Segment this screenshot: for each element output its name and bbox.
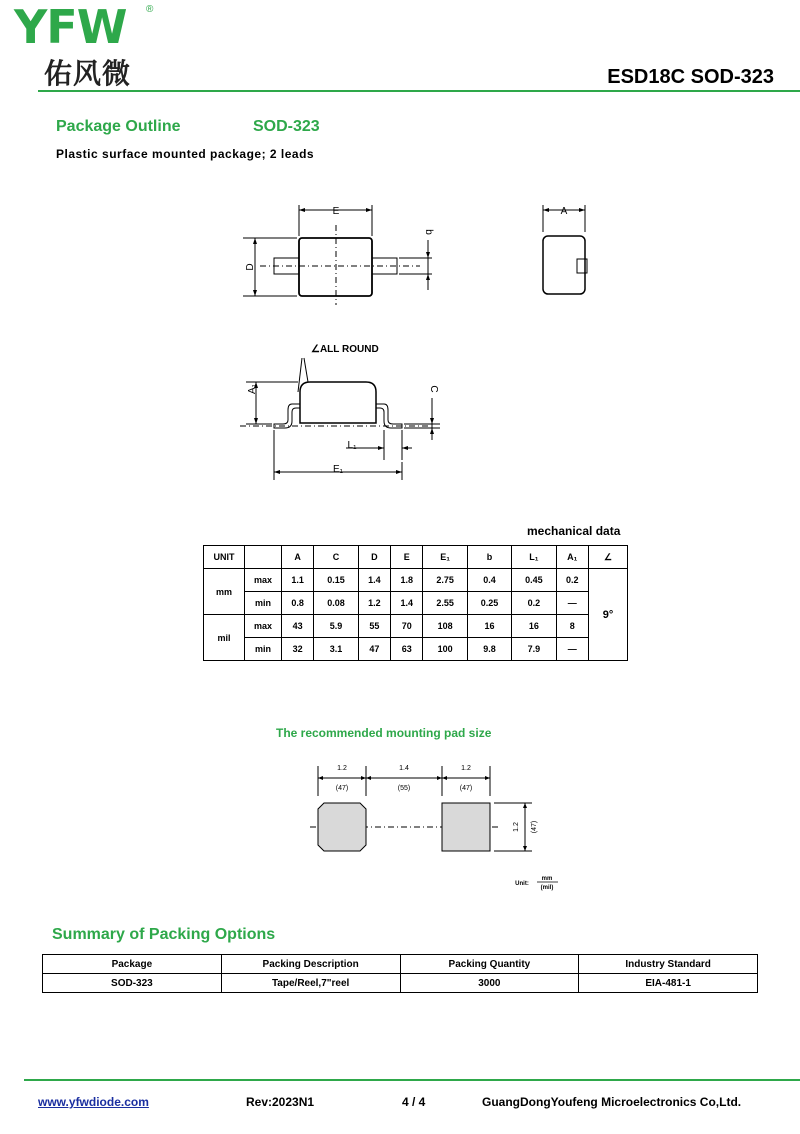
value-cell: 0.15	[314, 569, 358, 592]
value-cell: 2.55	[423, 592, 467, 615]
value-cell: 1.1	[282, 569, 314, 592]
header-cell: A	[282, 546, 314, 569]
pad-height-mm: 1.2	[513, 822, 520, 832]
pad-dim-mil: (47)	[459, 785, 473, 792]
value-cell: 1.4	[358, 569, 390, 592]
pad-dim-mm: 1.2	[337, 765, 347, 772]
value-cell: 55	[358, 615, 390, 638]
header-cell: E	[391, 546, 423, 569]
unit-numerator: mm	[541, 876, 553, 882]
table-row	[204, 638, 628, 661]
value-cell: 5.9	[314, 615, 358, 638]
header-cell: A₁	[556, 546, 588, 569]
header-cell: Packing Quantity	[400, 955, 579, 974]
value-cell: 70	[391, 615, 423, 638]
value-cell: 0.8	[282, 592, 314, 615]
table-row	[204, 615, 628, 638]
value-cell: 100	[423, 638, 467, 661]
row-label: min	[245, 592, 282, 615]
row-label: min	[245, 638, 282, 661]
package-outline-drawing	[0, 0, 800, 520]
mounting-pad-drawing	[300, 756, 570, 896]
table-row	[43, 974, 758, 993]
value-cell: 16	[467, 615, 511, 638]
value-cell: 16	[512, 615, 556, 638]
header-cell: b	[467, 546, 511, 569]
value-cell: 0.2	[512, 592, 556, 615]
header-cell: Package	[43, 955, 222, 974]
header-cell	[245, 546, 282, 569]
table-row	[204, 569, 628, 592]
website-link[interactable]: www.yfwdiode.com	[38, 1095, 149, 1109]
value-cell: 0.2	[556, 569, 588, 592]
value-cell: SOD-323	[43, 974, 222, 993]
dim-label-d: D	[245, 263, 256, 271]
unit-denominator: (mil)	[540, 885, 554, 891]
header-cell: UNIT	[204, 546, 245, 569]
table-row	[204, 592, 628, 615]
pad-dim-mil: (47)	[335, 785, 349, 792]
value-cell: 7.9	[512, 638, 556, 661]
header-cell: Packing Description	[221, 955, 400, 974]
value-cell: 3.1	[314, 638, 358, 661]
header-cell: E₁	[423, 546, 467, 569]
pad-height-mil: (47)	[531, 820, 538, 834]
value-cell: 1.8	[391, 569, 423, 592]
logo-text: YFW	[14, 0, 127, 54]
dim-label-e1: E₁	[332, 464, 344, 475]
value-cell: 8	[556, 615, 588, 638]
row-label: max	[245, 615, 282, 638]
dim-label-a1: A₁	[247, 383, 258, 395]
value-cell: 9.8	[467, 638, 511, 661]
dim-label-a: A	[560, 206, 568, 217]
part-title: ESD18C SOD-323	[607, 66, 774, 88]
mounting-pad-title: The recommended mounting pad size	[276, 726, 492, 740]
revision: Rev:2023N1	[246, 1095, 315, 1109]
unit-label: Unit:	[515, 881, 529, 887]
value-cell: 2.75	[423, 569, 467, 592]
header-cell: Industry Standard	[579, 955, 758, 974]
footer-divider	[24, 1079, 800, 1081]
logo-registered-mark: ®	[146, 4, 154, 15]
package-outline-heading: Package Outline	[56, 118, 181, 135]
unit-cell: mm	[204, 569, 245, 615]
value-cell: 32	[282, 638, 314, 661]
table-header-row	[43, 955, 758, 974]
value-cell: 0.25	[467, 592, 511, 615]
header-cell: D	[358, 546, 390, 569]
company-name: GuangDongYoufeng Microelectronics Co,Ltd.	[482, 1095, 742, 1109]
value-cell: EIA-481-1	[579, 974, 758, 993]
pad-dim-mm: 1.2	[461, 765, 471, 772]
mechanical-data-table	[203, 545, 628, 661]
page-number: 4 / 4	[402, 1095, 426, 1109]
value-cell: —	[556, 592, 588, 615]
value-cell: 0.08	[314, 592, 358, 615]
mechanical-data-title: mechanical data	[527, 524, 621, 538]
packing-summary-title: Summary of Packing Options	[52, 926, 276, 943]
pad-dim-mil: (55)	[397, 785, 411, 792]
header-cell: L₁	[512, 546, 556, 569]
header-cell: ∠	[589, 546, 628, 569]
dim-label-l1: L₁	[347, 440, 357, 451]
dim-label-c: C	[428, 385, 439, 393]
unit-cell: mil	[204, 615, 245, 661]
value-cell: 108	[423, 615, 467, 638]
value-cell: 1.4	[391, 592, 423, 615]
package-subtitle: Plastic surface mounted package; 2 leads	[56, 147, 315, 161]
value-cell: 1.2	[358, 592, 390, 615]
logo-chinese-name: 佑风微	[44, 57, 132, 90]
value-cell: —	[556, 638, 588, 661]
all-round-label: ∠ALL ROUND	[311, 344, 379, 355]
value-cell: 0.45	[512, 569, 556, 592]
header-cell: C	[314, 546, 358, 569]
angle-value: 9°	[589, 569, 628, 661]
value-cell: 63	[391, 638, 423, 661]
dim-label-e: E	[332, 206, 340, 217]
value-cell: Tape/Reel,7"reel	[221, 974, 400, 993]
value-cell: 3000	[400, 974, 579, 993]
row-label: max	[245, 569, 282, 592]
value-cell: 47	[358, 638, 390, 661]
pad-dim-mm: 1.4	[399, 765, 409, 772]
packing-table	[42, 954, 758, 993]
value-cell: 0.4	[467, 569, 511, 592]
table-header-row	[204, 546, 628, 569]
package-name: SOD-323	[253, 118, 320, 135]
value-cell: 43	[282, 615, 314, 638]
dim-label-b: b	[423, 229, 434, 235]
